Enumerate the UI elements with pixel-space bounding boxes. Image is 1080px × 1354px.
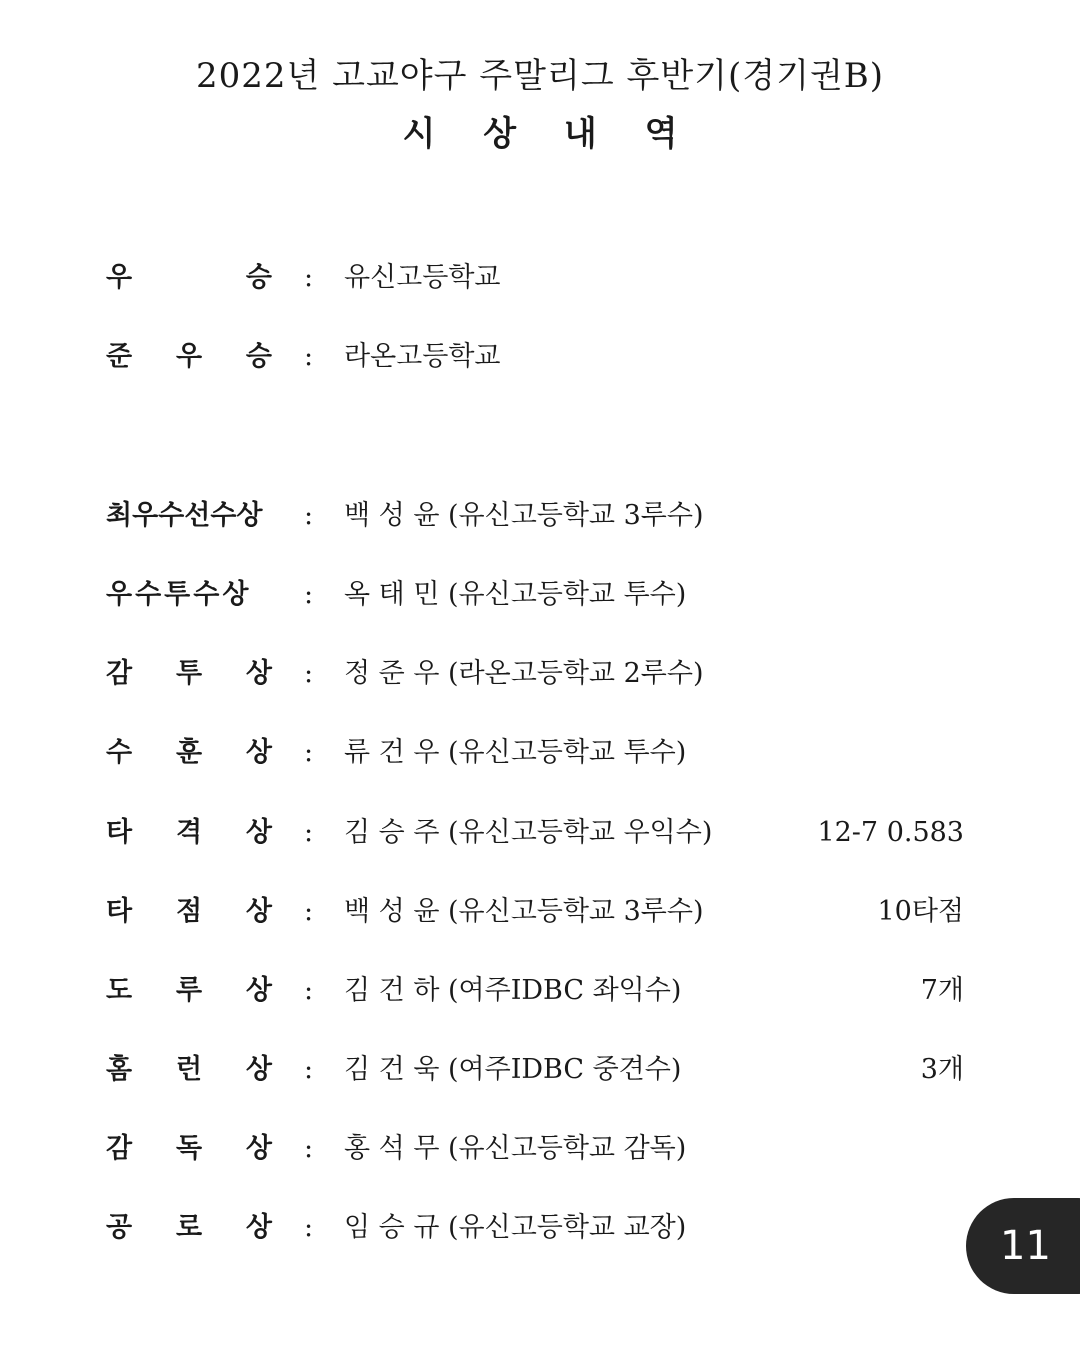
award-label: 감 독 상 [106,1133,272,1164]
award-recipient: 홍 석 무 (유신고등학교 감독) [344,1133,687,1164]
award-recipient: 백 성 윤 (유신고등학교 3루수) [344,500,704,531]
award-label: 감 투 상 [106,658,272,689]
award-recipient: 김 승 주 (유신고등학교 우익수) [344,817,713,848]
award-recipient: 김 건 욱 (여주IDBC 중견수) [344,1054,682,1085]
award-recipient: 정 준 우 (라온고등학교 2루수) [344,658,704,689]
award-stat: 10타점 [877,896,964,927]
placement-label: 우 승 [106,262,272,293]
award-label: 최우수선수상 [106,500,263,531]
placement-label: 준 우 승 [106,341,272,372]
document-title: 2022년 고교야구 주말리그 후반기(경기권B) [195,56,885,96]
separator-colon: : [304,1212,314,1243]
separator-colon: : [304,975,314,1006]
award-row-mvp [0,496,1080,536]
award-stat: 12-7 0.583 [817,817,964,848]
award-label: 타 격 상 [106,817,272,848]
award-row-manager [0,1129,1080,1169]
placement-value: 유신고등학교 [344,262,501,293]
award-row-batting [0,813,1080,853]
separator-colon: : [304,579,314,610]
placement-row-winner [0,258,1080,298]
award-stat: 7개 [920,975,964,1006]
separator-colon: : [304,658,314,689]
separator-colon: : [304,341,314,372]
document-subtitle: 시 상 내 역 [402,114,696,154]
separator-colon: : [304,262,314,293]
separator-colon: : [304,737,314,768]
page-number-badge [966,1198,1080,1294]
award-row-stolen-base [0,971,1080,1011]
separator-colon: : [304,817,314,848]
award-recipient: 김 건 하 (여주IDBC 좌익수) [344,975,682,1006]
placement-value: 라온고등학교 [344,341,501,372]
separator-colon: : [304,1133,314,1164]
award-label: 타 점 상 [106,896,272,927]
award-stat: 3개 [920,1054,964,1085]
award-row-home-run [0,1050,1080,1090]
award-row-contribution [0,1208,1080,1248]
award-label: 우수투수상 [106,579,252,610]
award-recipient: 백 성 윤 (유신고등학교 3루수) [344,896,704,927]
separator-colon: : [304,896,314,927]
award-row-rbi [0,892,1080,932]
award-row-fighting-spirit [0,654,1080,694]
award-label: 도 루 상 [106,975,272,1006]
separator-colon: : [304,1054,314,1085]
placement-row-runner-up [0,337,1080,377]
award-row-merit [0,733,1080,773]
award-label: 수 훈 상 [106,737,272,768]
award-label: 홈 런 상 [106,1054,272,1085]
award-row-best-pitcher [0,575,1080,615]
page-number: 11 [1000,1223,1051,1269]
separator-colon: : [304,500,314,531]
award-recipient: 옥 태 민 (유신고등학교 투수) [344,579,687,610]
award-recipient: 류 건 우 (유신고등학교 투수) [344,737,687,768]
award-label: 공 로 상 [106,1212,272,1243]
award-recipient: 임 승 규 (유신고등학교 교장) [344,1212,687,1243]
